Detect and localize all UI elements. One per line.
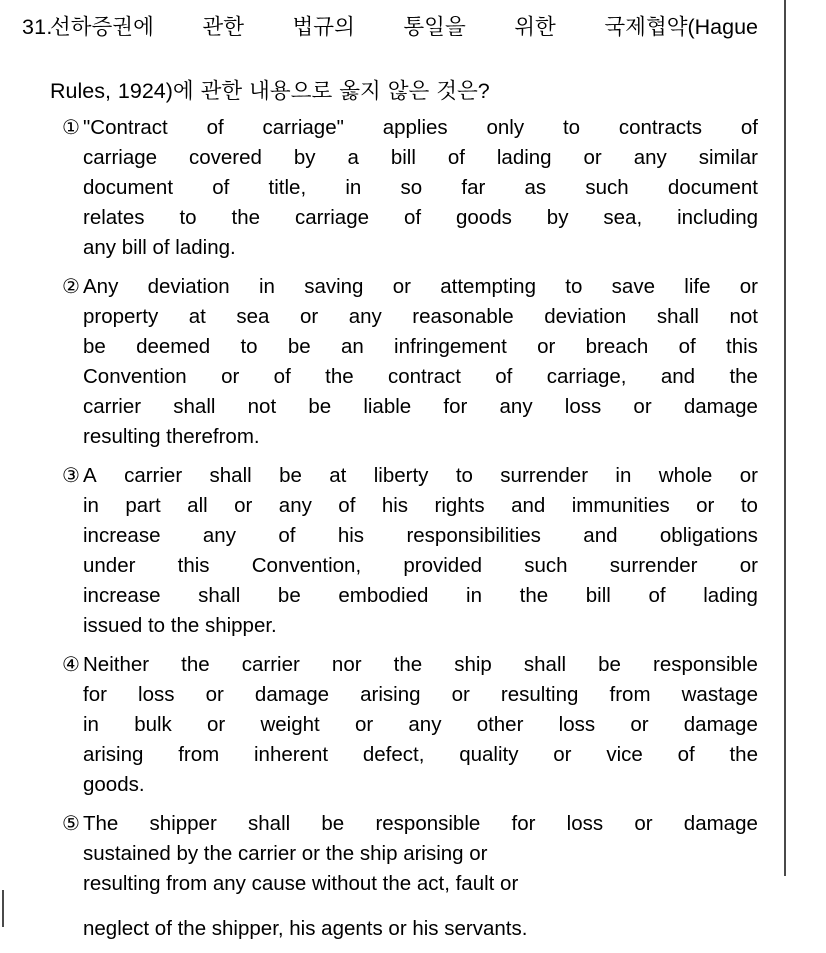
choice-line: resulting from any cause without the act, fault or (83, 872, 519, 895)
word: as (524, 176, 547, 199)
word: rights (434, 494, 485, 517)
word: carrier (124, 464, 183, 487)
word: Neither (83, 653, 150, 676)
word: or (630, 713, 649, 736)
word: carriage (294, 206, 370, 229)
word: or (299, 305, 319, 328)
question-stem-line: 선하증권에 관한 법규의 통일을 위한 국제협약(Hague (50, 15, 758, 39)
choice-line (83, 173, 758, 203)
word: shall (209, 464, 252, 487)
word: by (546, 206, 569, 229)
word: or (537, 335, 556, 358)
word: be (321, 812, 345, 835)
word: of (678, 335, 696, 358)
word: damage (683, 395, 758, 418)
word: shipper (149, 812, 217, 835)
word: to (179, 206, 197, 229)
word: deviation (544, 305, 627, 328)
word: save (611, 275, 655, 298)
word: document (83, 176, 174, 199)
word: the (181, 653, 210, 676)
word: covered (189, 146, 262, 169)
word: deviation (147, 275, 230, 298)
word: at (188, 305, 206, 328)
word: or (221, 365, 240, 388)
word: to (740, 494, 758, 517)
choice-line (83, 143, 758, 173)
word: quality (459, 743, 519, 766)
word: relates (83, 206, 145, 229)
word: for (443, 395, 468, 418)
word: at (329, 464, 347, 487)
word: the (231, 206, 261, 229)
choice-line (83, 809, 758, 839)
choice-2[interactable] (62, 272, 758, 452)
choice-text (83, 113, 758, 263)
question-number: 31. (22, 15, 53, 39)
word: carriage" (262, 116, 344, 139)
word: carriage (83, 146, 158, 169)
choice-line (83, 491, 758, 521)
choice-line (83, 740, 758, 770)
choice-1[interactable] (62, 113, 758, 263)
choice-line: any bill of lading. (83, 236, 236, 259)
word: obligations (659, 524, 758, 547)
word: any (202, 524, 236, 547)
word: shall (523, 653, 567, 676)
column-divider-rule (784, 0, 786, 876)
choice-text (83, 272, 758, 452)
choice-text (83, 809, 758, 944)
word: attempting (440, 275, 536, 298)
choice-marker-icon: ④ (62, 654, 80, 676)
word: title, (268, 176, 307, 199)
word: from (178, 743, 220, 766)
word: of (648, 584, 666, 607)
choice-line: goods. (83, 773, 145, 796)
word: liable (363, 395, 412, 418)
word: all (187, 494, 208, 517)
word: the (729, 365, 758, 388)
word: lading (496, 146, 552, 169)
word: or (234, 494, 253, 517)
word: damage (683, 812, 758, 835)
word: or (392, 275, 411, 298)
word: contracts (618, 116, 703, 139)
word: bulk (134, 713, 172, 736)
choice-3[interactable] (62, 461, 758, 641)
choice-line (83, 113, 758, 143)
word: his (337, 524, 365, 547)
word: to (562, 116, 581, 139)
word: bill (390, 146, 416, 169)
word: arising (360, 683, 421, 706)
word: in (258, 275, 275, 298)
word: or (633, 395, 652, 418)
word: in (345, 176, 362, 199)
word: in (83, 713, 99, 736)
word: to (455, 464, 473, 487)
word: for (83, 683, 107, 706)
word: ship (454, 653, 492, 676)
question-stem-text (50, 11, 758, 107)
word: for (511, 812, 536, 835)
word: responsible (375, 812, 481, 835)
word: bill (585, 584, 611, 607)
word: goods (456, 206, 512, 229)
choice-line (83, 680, 758, 710)
word: resulting (500, 683, 579, 706)
word: property (83, 305, 159, 328)
word: of (495, 365, 513, 388)
word: of (403, 206, 422, 229)
choice-line (83, 551, 758, 581)
word: in (83, 494, 99, 517)
word: and (511, 494, 546, 517)
word: saving (304, 275, 364, 298)
word: far (461, 176, 486, 199)
word: surrender (609, 554, 698, 577)
word: from (609, 683, 651, 706)
choice-marker-icon: ⑤ (62, 813, 80, 835)
word: or (451, 683, 470, 706)
choice-line (83, 362, 758, 392)
word: not (247, 395, 277, 418)
word: of (338, 494, 356, 517)
word: increase (83, 584, 161, 607)
word: be (308, 395, 332, 418)
choice-line (83, 521, 758, 551)
word: embodied (338, 584, 429, 607)
word: of (212, 176, 230, 199)
word: or (354, 713, 374, 736)
word: of (677, 743, 695, 766)
word: sea (236, 305, 270, 328)
word: defect, (362, 743, 425, 766)
word: shall (248, 812, 291, 835)
choice-line (83, 272, 758, 302)
choice-line (83, 302, 758, 332)
word: to (240, 335, 258, 358)
word: including (677, 206, 758, 229)
choice-line (83, 650, 758, 680)
word: or (696, 494, 715, 517)
word: be (598, 653, 621, 676)
word: life (684, 275, 711, 298)
word: this (177, 554, 210, 577)
word: or (553, 743, 572, 766)
word: of (206, 116, 224, 139)
word: be (287, 335, 311, 358)
word: loss (558, 713, 596, 736)
word: be (279, 464, 302, 487)
word: responsibilities (406, 524, 541, 547)
word: breach (585, 335, 649, 358)
word: reasonable (412, 305, 514, 328)
choice-marker-icon: ① (62, 117, 80, 139)
question-stem (0, 0, 784, 107)
word: or (205, 683, 224, 706)
word: vice (606, 743, 643, 766)
word: sea, (603, 206, 643, 229)
choice-line (83, 392, 758, 422)
choice-list (0, 113, 784, 944)
word: of (278, 524, 296, 547)
word: not (729, 305, 758, 328)
word: such (524, 554, 568, 577)
choice-line (83, 710, 758, 740)
question-stem-line: Rules, 1924)에 관한 내용으로 옳지 않은 것은? (50, 79, 490, 103)
word: any (278, 494, 312, 517)
choice-5[interactable] (62, 809, 758, 944)
word: any (499, 395, 533, 418)
word: or (634, 812, 653, 835)
word: loss (564, 395, 602, 418)
word: infringement (394, 335, 507, 358)
word: shall (656, 305, 699, 328)
word: provided (403, 554, 483, 577)
word: any (348, 305, 382, 328)
word: carriage, (546, 365, 627, 388)
word: The (83, 812, 119, 835)
word: in (615, 464, 632, 487)
word: any (408, 713, 442, 736)
choice-4[interactable] (62, 650, 758, 800)
choice-line (83, 581, 758, 611)
word: such (585, 176, 629, 199)
choice-line: resulting therefrom. (83, 425, 260, 448)
choice-marker-icon: ② (62, 276, 80, 298)
word: of (740, 116, 758, 139)
choice-text (83, 461, 758, 641)
word: the (729, 743, 758, 766)
word: of (447, 146, 465, 169)
word: or (739, 275, 758, 298)
word: immunities (571, 494, 670, 517)
word: A (83, 464, 97, 487)
word: so (400, 176, 423, 199)
word: and (583, 524, 618, 547)
word: or (583, 146, 602, 169)
word: nor (331, 653, 362, 676)
word: Convention (83, 365, 187, 388)
word: the (393, 653, 423, 676)
word: wastage (681, 683, 758, 706)
word: "Contract (83, 116, 168, 139)
word: loss (138, 683, 175, 706)
word: or (739, 554, 758, 577)
word: Any (83, 275, 119, 298)
word: to (565, 275, 583, 298)
choice-line: neglect of the shipper, his agents or his servants. (83, 917, 528, 940)
word: of (273, 365, 291, 388)
word: lading (703, 584, 758, 607)
word: shall (198, 584, 241, 607)
word: his (381, 494, 409, 517)
word: or (207, 713, 226, 736)
word: similar (698, 146, 758, 169)
word: the (325, 365, 354, 388)
word: under (83, 554, 136, 577)
word: carrier (241, 653, 300, 676)
word: arising (83, 743, 144, 766)
word: this (726, 335, 758, 358)
word: an (340, 335, 364, 358)
word: by (293, 146, 316, 169)
word: applies (382, 116, 448, 139)
choice-text (83, 650, 758, 800)
word: in (466, 584, 482, 607)
word: surrender (500, 464, 589, 487)
word: liberty (373, 464, 429, 487)
choice-marker-icon: ③ (62, 465, 80, 487)
choice-line (83, 203, 758, 233)
word: shall (173, 395, 216, 418)
word: contract (388, 365, 461, 388)
choice-line (83, 332, 758, 362)
word: part (125, 494, 161, 517)
word: inherent (253, 743, 329, 766)
word: be (83, 335, 106, 358)
word: damage (254, 683, 330, 706)
word: the (519, 584, 549, 607)
choice-line (83, 461, 758, 491)
word: damage (683, 713, 758, 736)
word: any (633, 146, 667, 169)
word: deemed (136, 335, 211, 358)
word: weight (260, 713, 320, 736)
word: increase (83, 524, 161, 547)
word: whole (658, 464, 713, 487)
word: document (667, 176, 758, 199)
word: or (739, 464, 758, 487)
choice-line: sustained by the carrier or the ship arising or (83, 842, 488, 865)
word: a (347, 146, 359, 169)
choice-line: issued to the shipper. (83, 614, 277, 637)
word: responsible (653, 653, 758, 676)
word: loss (566, 812, 604, 835)
word: Convention, (251, 554, 362, 577)
word: be (277, 584, 301, 607)
word: and (660, 365, 696, 388)
word: other (476, 713, 524, 736)
word: carrier (83, 395, 142, 418)
word: only (486, 116, 525, 139)
